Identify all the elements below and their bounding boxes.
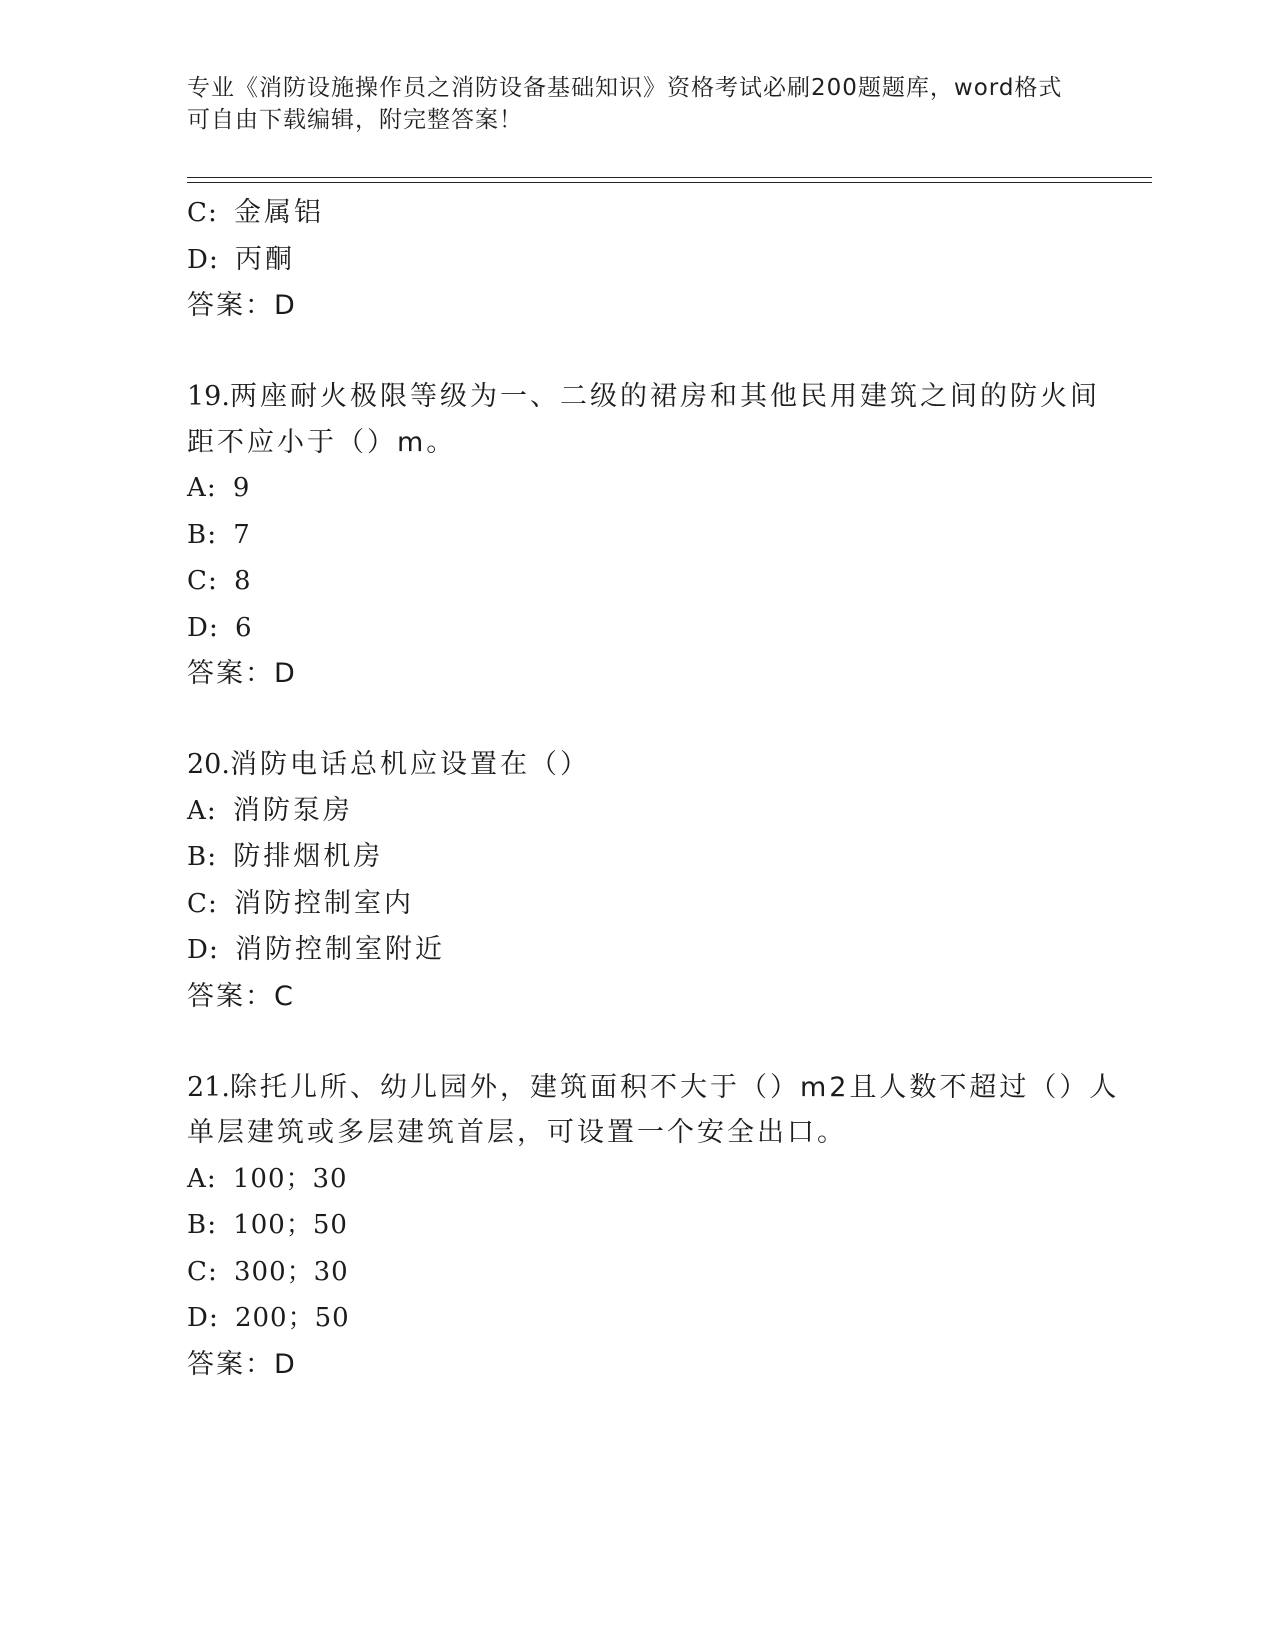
answer-line (187, 1342, 1087, 1388)
option-text: 8 (234, 566, 252, 596)
question-content (187, 190, 1120, 1387)
option-text: 消防控制室附近 (234, 934, 445, 965)
question-stem-line-1: 除托儿所、幼儿园外，建筑面积不大于（）m2且人数不超过（）人 (229, 1071, 1120, 1103)
header-divider-bottom (187, 182, 1152, 183)
option-key: B (187, 519, 208, 550)
option-a: A: 9 (187, 472, 251, 503)
question-stem-line-1: 两座耐火极限等级为一、二级的裙房和其他民用建筑之间的防火间 (229, 381, 1100, 412)
option-c: C: 消防控制室内 (187, 887, 415, 919)
option-a: A: 消防泵房 (187, 794, 353, 826)
option-key: A (187, 1163, 207, 1194)
option-key: D (187, 1303, 209, 1333)
answer-value: C (274, 980, 295, 1012)
header-title: 专业《消防设施操作员之消防设备基础知识》资格考试必刷200题题库，word格式可自由下载编辑，附完整答案！ (187, 75, 1063, 133)
question-stem (187, 374, 1100, 420)
option-text: 7 (233, 519, 251, 550)
answer-label: 答案： (187, 658, 274, 689)
option-b: B: 7 (187, 518, 251, 550)
option-d: D: 200；50 (187, 1302, 350, 1333)
option-d: D: 丙酮 (187, 243, 295, 275)
question-number: 19. (187, 381, 230, 412)
question-19 (187, 374, 1100, 697)
answer-value: D (274, 1348, 297, 1380)
answer-label: 答案： (187, 1348, 274, 1380)
option-text: 消防泵房 (232, 794, 353, 826)
option-text: 6 (234, 612, 253, 643)
answer-line (187, 283, 1087, 329)
option-c: C: 300；30 (187, 1255, 349, 1287)
option-key: B (187, 1210, 208, 1240)
option-d: D: 6 (187, 611, 253, 643)
question-stem-line-1: 消防电话总机应设置在（） (229, 749, 590, 780)
question-number: 21. (187, 1071, 230, 1103)
option-c: C: 8 (187, 565, 252, 596)
question-18-continuation (187, 190, 1087, 329)
answer-line (187, 974, 1087, 1020)
header-divider-top (187, 177, 1152, 178)
question-number: 20. (187, 749, 230, 780)
answer-value: D (274, 290, 297, 321)
option-text: 300；30 (234, 1256, 349, 1287)
question-stem-line-2: 距不应小于（）m。 (187, 426, 457, 458)
question-stem (187, 742, 1087, 788)
question-21 (187, 1065, 1120, 1388)
question-stem-line-2: 单层建筑或多层建筑首层，可设置一个安全出口。 (187, 1117, 847, 1148)
document-header (187, 72, 1067, 136)
answer-label: 答案： (187, 980, 274, 1012)
option-text: 消防控制室内 (234, 887, 415, 919)
question-stem (187, 1065, 1120, 1111)
option-key: A (187, 473, 207, 503)
option-text: 金属铝 (234, 197, 325, 228)
option-a: A: 100；30 (187, 1162, 348, 1194)
answer-label: 答案： (187, 290, 274, 321)
option-key: C (187, 198, 208, 228)
option-b: B: 防排烟机房 (187, 841, 384, 872)
option-key: C (187, 1256, 208, 1287)
answer-value: D (274, 658, 297, 689)
option-text: 100；30 (232, 1163, 348, 1194)
option-text: 9 (232, 473, 251, 503)
option-d: D: 消防控制室附近 (187, 934, 445, 965)
option-key: D (187, 244, 209, 275)
option-key: D (187, 612, 209, 643)
option-c: C: 金属铝 (187, 197, 325, 228)
option-text: 100；50 (233, 1210, 348, 1240)
option-text: 丙酮 (234, 243, 295, 275)
option-key: B (187, 842, 208, 872)
option-key: C (187, 566, 208, 596)
option-key: A (187, 795, 207, 826)
option-text: 200；50 (234, 1303, 350, 1333)
option-text: 防排烟机房 (233, 841, 384, 872)
option-b: B: 100；50 (187, 1209, 348, 1240)
answer-line (187, 651, 1087, 697)
question-20 (187, 742, 1087, 1019)
option-key: D (187, 935, 209, 965)
option-key: C (187, 888, 208, 919)
